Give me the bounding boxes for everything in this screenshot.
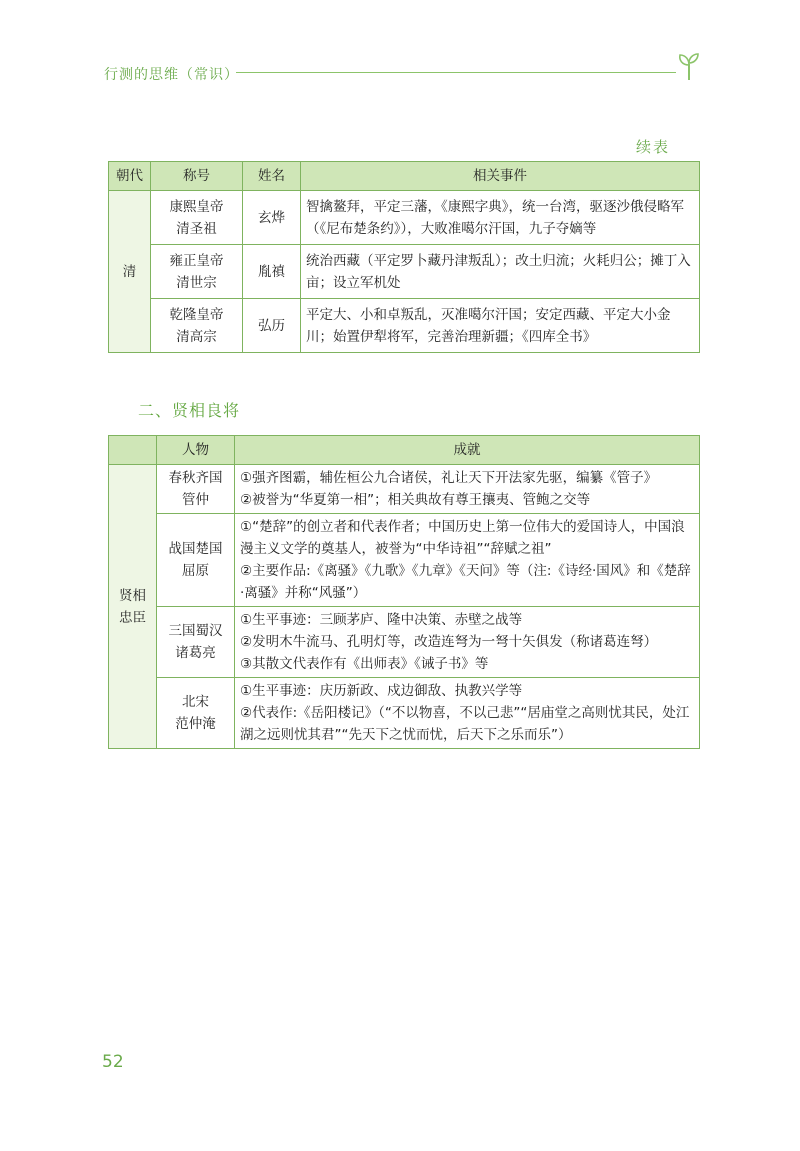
person-cell: 三国蜀汉 诸葛亮 <box>157 607 235 678</box>
name-cell: 胤禛 <box>243 245 301 299</box>
col-header-title: 称号 <box>151 162 243 191</box>
person-cell: 北宋 范仲淹 <box>157 678 235 749</box>
running-header-title: 行测的思维（常识） <box>104 67 239 83</box>
ministers-table <box>108 435 700 749</box>
title-cell: 康熙皇帝 清圣祖 <box>151 191 243 245</box>
col-header-person: 人物 <box>157 436 235 465</box>
table-row <box>109 514 700 607</box>
table-row <box>109 245 700 299</box>
col-header-events: 相关事件 <box>301 162 700 191</box>
title-cell: 雍正皇帝 清世宗 <box>151 245 243 299</box>
page-number: 52 <box>102 1052 124 1072</box>
header-rule <box>236 72 676 73</box>
group-cell: 贤相 忠臣 <box>109 465 157 749</box>
achievements-cell: ①生平事迹：三顾茅庐、隆中决策、赤壁之战等 ②发明木牛流马、孔明灯等，改造连弩为一弩十矢俱发（称诸葛连弩） ③其散文代表作有《出师表》《诫子书》等 <box>235 607 700 678</box>
events-cell: 平定大、小和卓叛乱，灭准噶尔汗国；安定西藏、平定大小金川；始置伊犁将军，完善治理新疆；《四库全书》 <box>301 299 700 353</box>
person-cell: 春秋齐国 管仲 <box>157 465 235 514</box>
table-row <box>109 607 700 678</box>
table-row <box>109 299 700 353</box>
section-title: 二、贤相良将 <box>138 401 241 420</box>
events-cell: 智擒鳌拜，平定三藩，《康熙字典》，统一台湾，驱逐沙俄侵略军（《尼布楚条约》），大败准噶尔汗国，九子夺嫡等 <box>301 191 700 245</box>
dynasty-cell: 清 <box>109 191 151 353</box>
table-header-row <box>109 436 700 465</box>
sprout-icon <box>676 52 702 82</box>
running-header <box>98 58 698 86</box>
achievements-cell: ①强齐图霸，辅佐桓公九合诸侯，礼让天下开法家先驱，编纂《管子》 ②被誉为“华夏第一相”；相关典故有尊王攘夷、管鲍之交等 <box>235 465 700 514</box>
name-cell: 弘历 <box>243 299 301 353</box>
title-cell: 乾隆皇帝 清高宗 <box>151 299 243 353</box>
col-header-group <box>109 436 157 465</box>
col-header-name: 姓名 <box>243 162 301 191</box>
person-cell: 战国楚国 屈原 <box>157 514 235 607</box>
achievements-cell: ①生平事迹：庆历新政、戍边御敌、执教兴学等 ②代表作:《岳阳楼记》（“不以物喜，不以己悲”“居庙堂之高则忧其民，处江湖之远则忧其君”“先天下之忧而忧，后天下之乐而乐”） <box>235 678 700 749</box>
table-row <box>109 678 700 749</box>
col-header-achievements: 成就 <box>235 436 700 465</box>
table-row <box>109 191 700 245</box>
achievements-cell: ①“楚辞”的创立者和代表作者；中国历史上第一位伟大的爱国诗人，中国浪漫主义文学的奠基人，被誉为“中华诗祖”“辞赋之祖” ②主要作品:《离骚》《九歌》《九章》《天问》等（注:《诗经·国风》和《楚辞·离骚》并称“风骚”） <box>235 514 700 607</box>
continued-label: 续表 <box>636 138 671 156</box>
col-header-dynasty: 朝代 <box>109 162 151 191</box>
table-row <box>109 465 700 514</box>
name-cell: 玄烨 <box>243 191 301 245</box>
table-header-row <box>109 162 700 191</box>
events-cell: 统治西藏（平定罗卜藏丹津叛乱）；改土归流；火耗归公；摊丁入亩；设立军机处 <box>301 245 700 299</box>
qing-emperors-table <box>108 161 700 353</box>
